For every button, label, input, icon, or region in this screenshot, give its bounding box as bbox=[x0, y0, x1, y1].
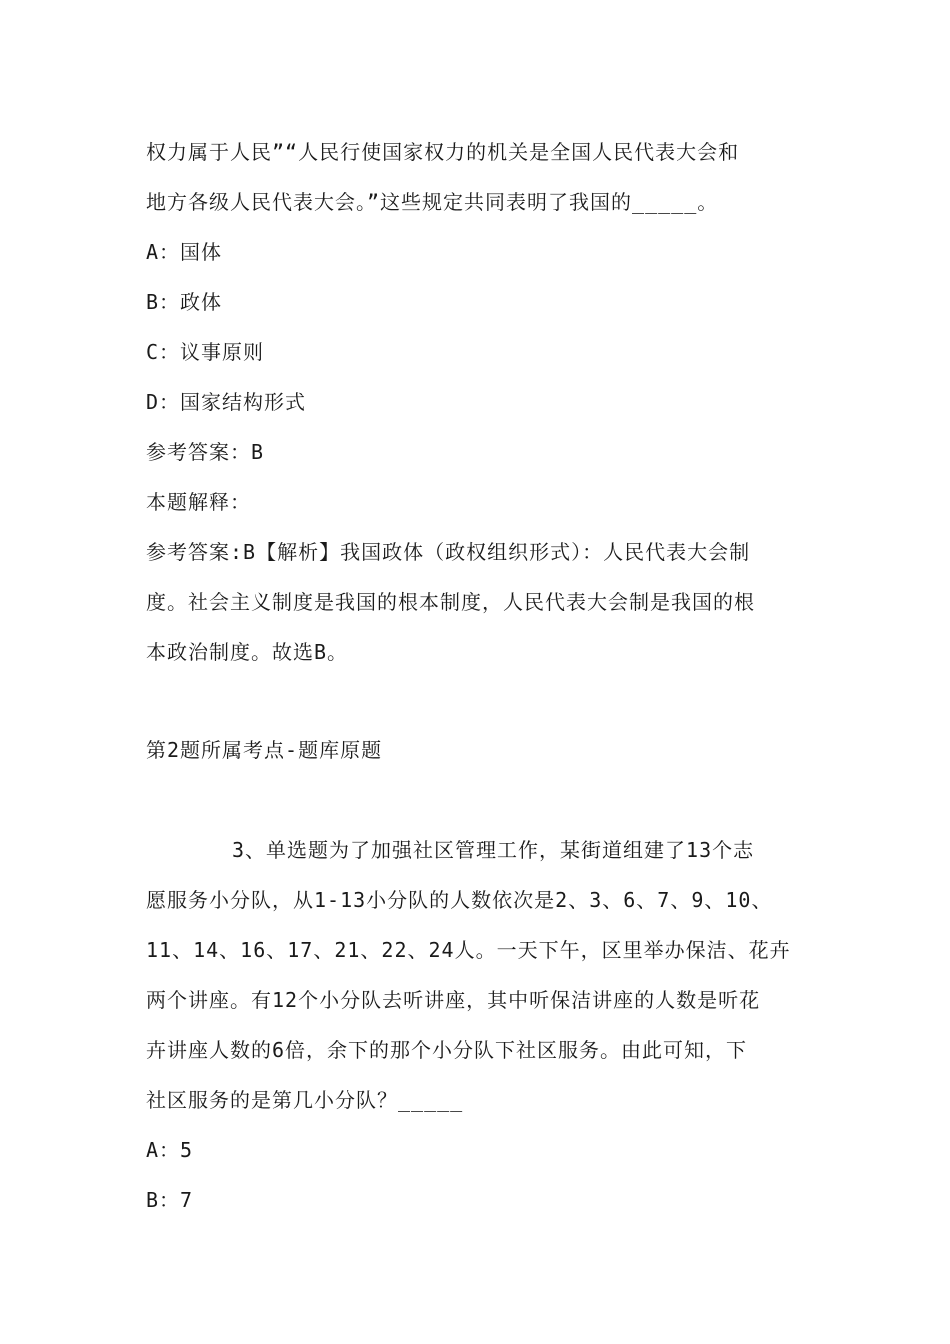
q1-explanation-line-1: 参考答案:B【解析】我国政体（政权组织形式）：人民代表大会制 bbox=[146, 540, 751, 564]
q3-stem-line-6: 社区服务的是第几小分队？_____ bbox=[146, 1088, 464, 1112]
q3-stem-line-5: 卉讲座人数的6倍，余下的那个小分队下社区服务。由此可知，下 bbox=[146, 1038, 748, 1062]
q1-explanation-line-2: 度。社会主义制度是我国的根本制度，人民代表大会制是我国的根 bbox=[146, 590, 755, 614]
q3-option-b: B：7 bbox=[146, 1188, 194, 1212]
q1-answer: 参考答案：B bbox=[146, 440, 265, 464]
q1-explanation-label: 本题解释： bbox=[146, 490, 251, 514]
q3-stem-line-4: 两个讲座。有12个小分队去听讲座，其中听保洁讲座的人数是听花 bbox=[146, 988, 761, 1012]
q2-topic-heading: 第2题所属考点-题库原题 bbox=[146, 738, 383, 762]
q1-stem-line-2: 地方各级人民代表大会。”这些规定共同表明了我国的_____。 bbox=[146, 190, 719, 214]
q3-stem-line-2: 愿服务小分队，从1-13小分队的人数依次是2、3、6、7、9、10、 bbox=[146, 888, 773, 912]
q3-stem-line-1: 3、单选题为了加强社区管理工作，某街道组建了13个志 bbox=[232, 838, 755, 862]
q3-option-a: A：5 bbox=[146, 1138, 194, 1162]
q3-stem-line-3: 11、14、16、17、21、22、24人。一天下午，区里举办保洁、花卉 bbox=[146, 938, 791, 962]
q1-stem-line-1: 权力属于人民”“人民行使国家权力的机关是全国人民代表大会和 bbox=[146, 140, 740, 164]
q1-option-a: A：国体 bbox=[146, 240, 223, 264]
q1-explanation-line-3: 本政治制度。故选B。 bbox=[146, 640, 349, 664]
q1-option-c: C：议事原则 bbox=[146, 340, 265, 364]
q1-option-b: B：政体 bbox=[146, 290, 223, 314]
q1-option-d: D：国家结构形式 bbox=[146, 390, 307, 414]
